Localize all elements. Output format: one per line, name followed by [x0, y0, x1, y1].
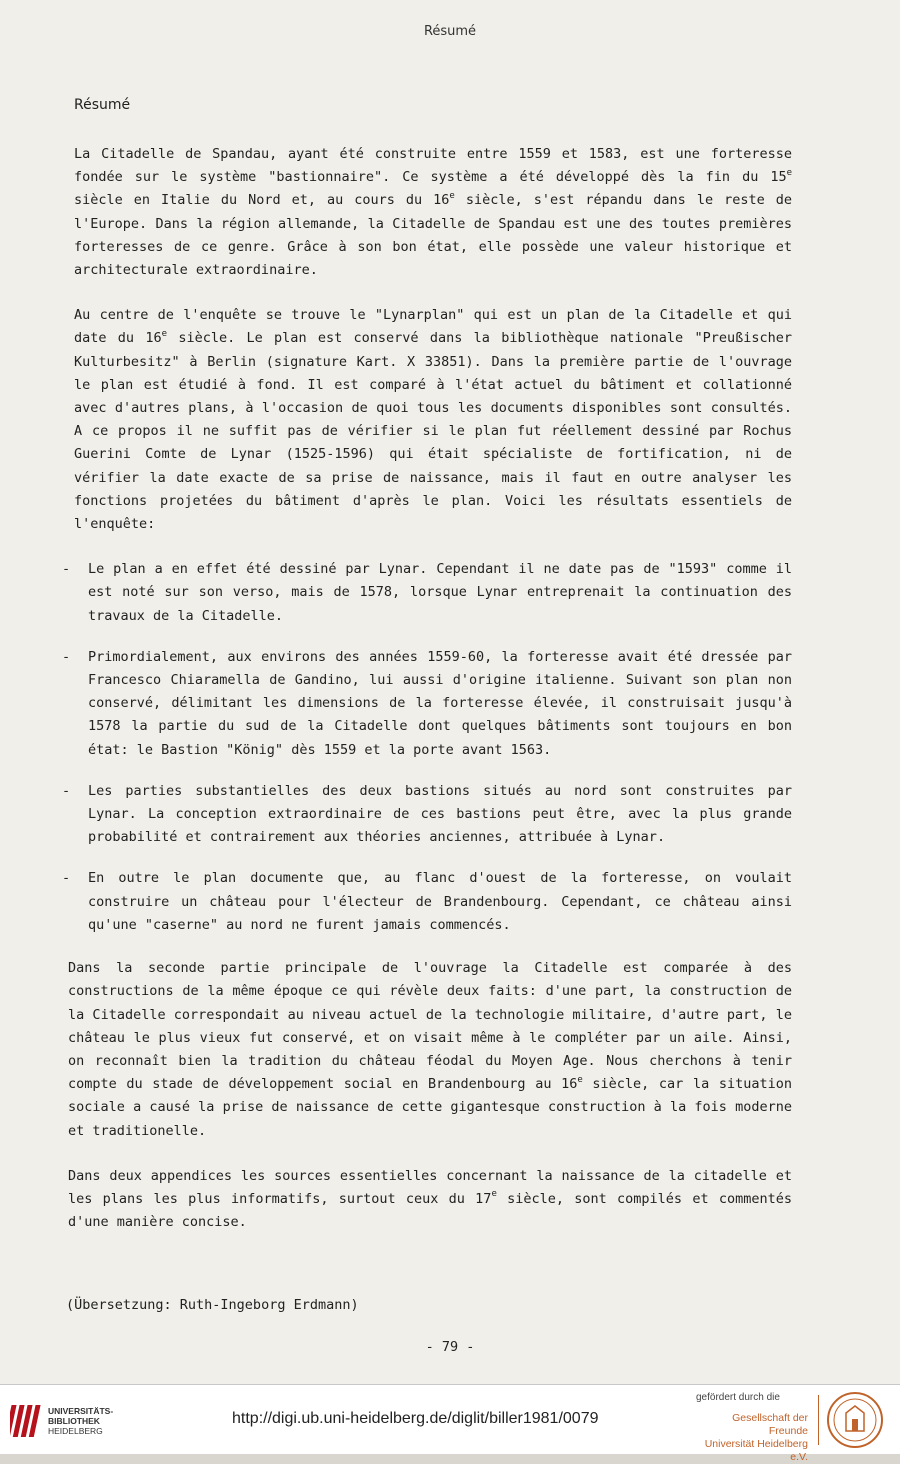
library-logo-icon [10, 1403, 42, 1439]
list-item: - Primordialement, aux environs des années 1559-60, la forteresse avait été dressée par Francesco Chiaramella de Gandino, lui aussi d'origine italienne. Suivant son plan non conservé, délimitant les dimensions de la forteresse élevée, il construisait jusqu'à 1578 la partie du sud de la Citadelle dont quelques bâtiments sont toujours en bon état: le Bastion "König" dès 1559 et la porte avant 1563. [62, 648, 792, 758]
footer-divider [818, 1395, 819, 1445]
university-seal-icon [826, 1391, 884, 1449]
translation-note: (Übersetzung: Ruth-Ingeborg Erdmann) [66, 1297, 359, 1313]
permalink[interactable]: http://digi.ub.uni-heidelberg.de/diglit/biller1981/0079 [232, 1410, 599, 1427]
paragraph-3: Dans la seconde partie principale de l'ouvrage la Citadelle est comparée à des constructions de la même époque ce qui révèle deux faits: d'une part, la construction de la Citadelle correspondait au niveau actuel de la technologie militaire, d'autre part, le château le plus vieux fut conservé, et on visait même à le compléter par un aile. Ainsi, on reconnaît bien la tradition du château féodal du Moyen Age. Nous cherchons à tenir compte du stade de développement social en Brandenbourg au 16e siècle, car la situation sociale a causé la prise de naissance de cette gigantesque construction à la fois moderne et traditionelle. [68, 960, 792, 1139]
running-head: Résumé [423, 24, 477, 39]
list-item: - Le plan a en effet été dessiné par Lynar. Cependant il ne date pas de "1593" comme il est noté sur son verso, mais de 1578, lorsque Lynar entreprenait la continuation des travaux de la Citadelle. [62, 561, 792, 624]
section-title: Résumé [74, 97, 131, 113]
paragraph-4: Dans deux appendices les sources essentielles concernant la naissance de la citadelle et les plans les plus informatifs, surtout ceux du 17e siècle, sont compilés et commentés d'une manière concise. [68, 1167, 792, 1231]
funded-by-label: gefördert durch die [696, 1392, 780, 1403]
paragraph-2: Au centre de l'enquête se trouve le "Lynarplan" qui est un plan de la Citadelle et qui date du 16e siècle. Le plan est conservé dans la bibliothèque nationale "Preußischer Kulturbesitz" à Berlin (signature Kart. X 33851). Dans la première partie de l'ouvrage le plan est étudié à fond. Il est comparé à l'état actuel du bâtiment et collationné avec d'autres plans, à l'occasion de quoi tous les documents disponibles sont consultés. A ce propos il ne suffit pas de vérifier si le plan fut réellement dessiné par Rochus Guerini Comte de Lynar (1525-1596) qui était spécialiste de fortification, ni de vérifier la date exacte de sa prise de naissance, mais il faut en outre analyser les fonctions projetées du bâtiment d'après le plan. Voici les résultats essentiels de l'enquête: [74, 307, 792, 533]
digitization-footer [0, 1384, 900, 1463]
list-item: - En outre le plan documente que, au flanc d'ouest de la forteresse, on voulait construire un château pour l'électeur de Brandenbourg. Cependant, ce château ainsi qu'une "caserne" au nord ne furent jamais commencés. [62, 870, 792, 933]
list-item: - Les parties substantielles des deux bastions situés au nord sont construites par Lynar. La conception extraordinaire de ces bastions peut être, avec la plus grande probabilité et contrairement aux théories anciennes, attribuée à Lynar. [62, 782, 792, 846]
library-name: UNIVERSITÄTS- BIBLIOTHEK HEIDELBERG [48, 1406, 114, 1436]
society-name[interactable]: Gesellschaft der Freunde Universität Heidelberg e.V. [704, 1412, 808, 1463]
body-text [62, 143, 792, 1256]
paragraph-1: La Citadelle de Spandau, ayant été construite entre 1559 et 1583, est une forteresse fondée sur le système "bastionnaire". Ce système a été développé dès la fin du 15e siècle en Italie du Nord et, au cours du 16e siècle, s'est répandu dans le reste de l'Europe. Dans la région allemande, la Citadelle de Spandau est une des toutes premières forteresses de ce genre. Grâce à son bon état, elle possède une valeur historique et architecturale extraordinaire. [74, 146, 792, 279]
page-number: - 79 - [425, 1339, 475, 1355]
library-logo[interactable] [10, 1403, 130, 1443]
findings-list [62, 558, 792, 937]
